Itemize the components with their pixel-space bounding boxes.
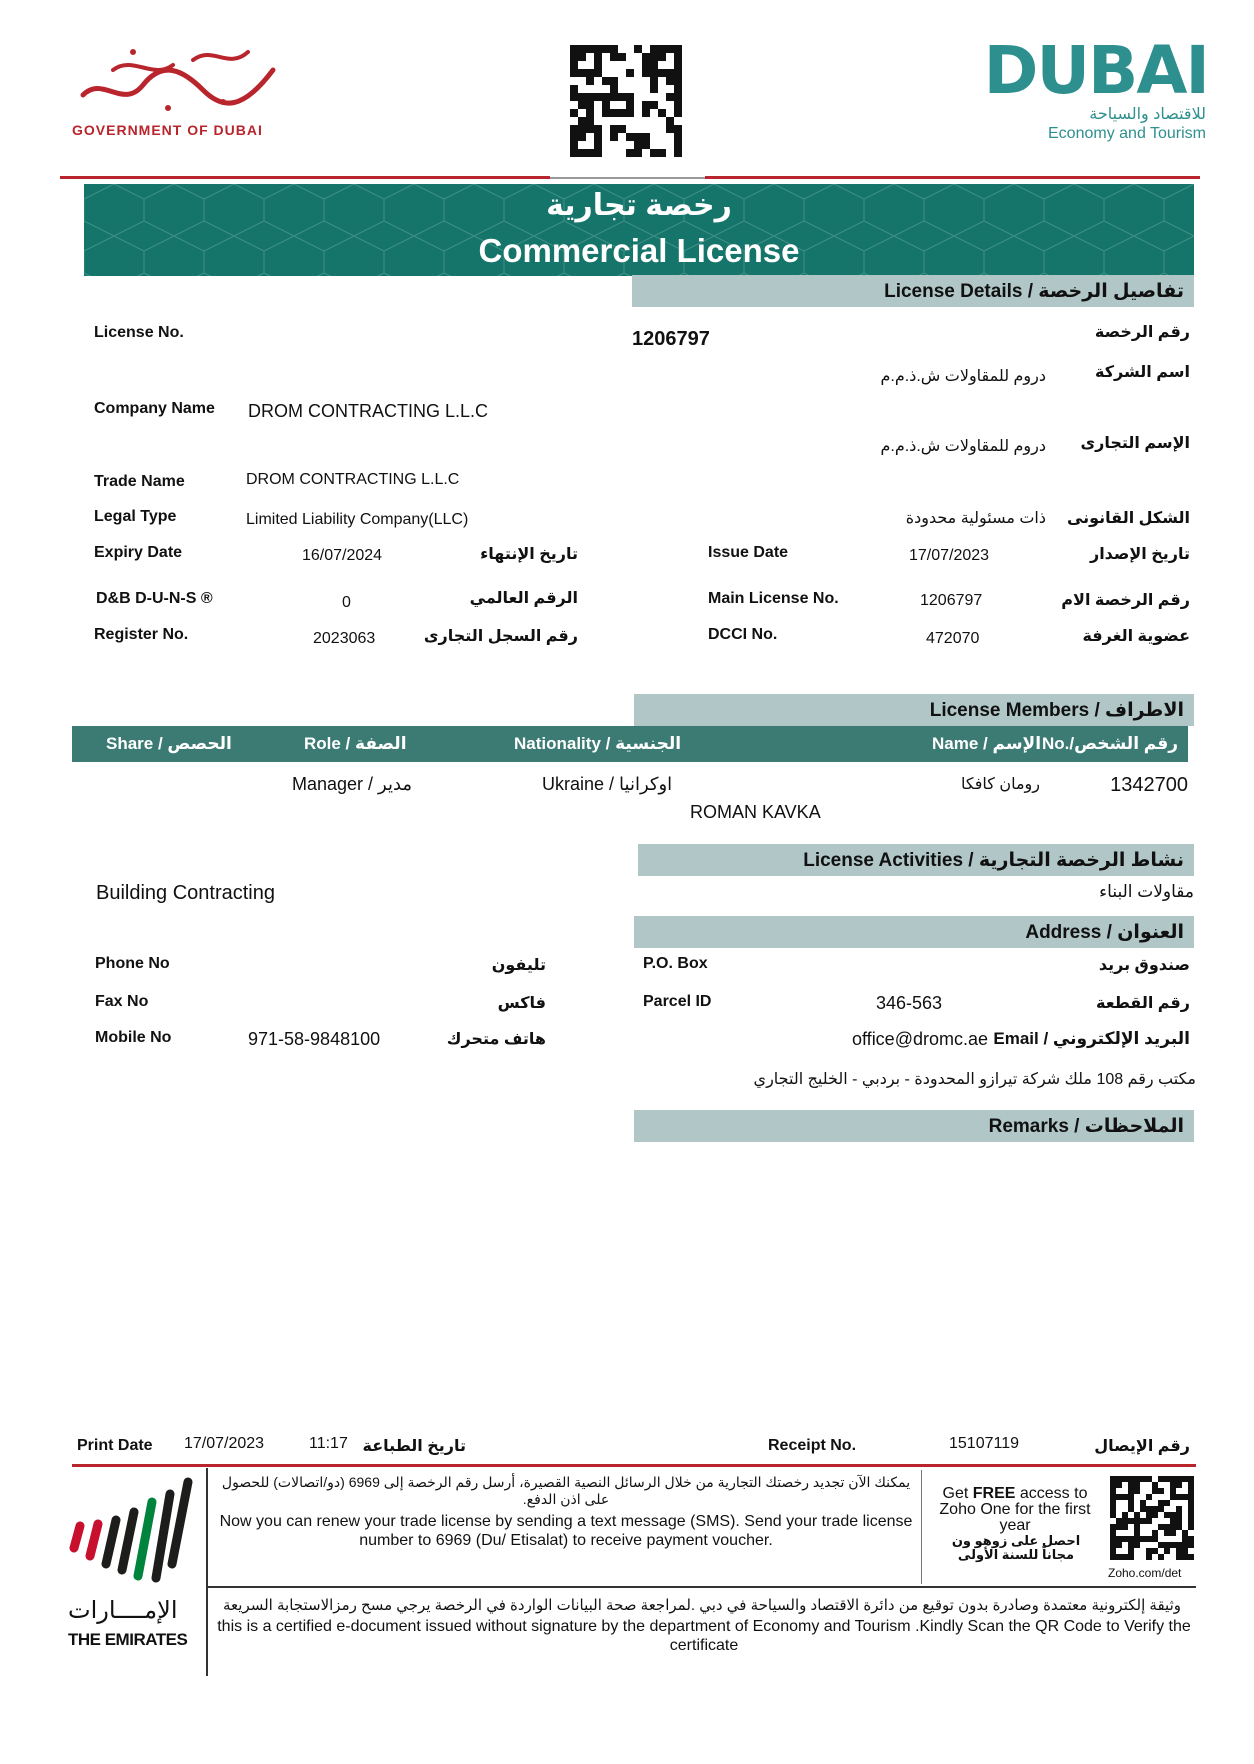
zoho-promo-ar: احصل على زوهو ون مجاناً للسنة الأولى xyxy=(951,1533,1081,1562)
parcel-id-label-ar: رقم القطعة xyxy=(1095,995,1190,1012)
company-name-label: Company Name xyxy=(94,400,215,417)
print-date-label-ar: تاريخ الطباعة xyxy=(362,1438,466,1455)
fax-label: Fax No xyxy=(95,993,149,1010)
license-details-title: License Details / تفاصيل الرخصة xyxy=(884,281,1184,302)
member-nationality: Ukraine / اوكرانيا xyxy=(542,774,673,794)
trade-name-value-ar: دروم للمقاولات ش.ذ.م.م xyxy=(880,438,1046,455)
legal-type-value-ar: ذات مسئولية محدودة xyxy=(905,510,1046,527)
activity-en: Building Contracting xyxy=(96,882,275,904)
duns-label-ar: الرقم العالمي xyxy=(469,590,578,607)
zoho-box-rule xyxy=(921,1470,922,1584)
renew-text-en: Now you can renew your trade license by sending a text message (SMS). Send your trade license number to 6969 (Du/ Etisalat) to receive payment voucher. xyxy=(219,1513,913,1549)
member-no: 1342700 xyxy=(1110,774,1188,796)
address-section-header xyxy=(634,916,1194,948)
dcci-no-label: DCCI No. xyxy=(708,626,778,643)
dcci-no-label-ar: عضوية الغرفة xyxy=(1082,628,1190,645)
top-qr-code-icon xyxy=(570,45,682,157)
mobile-label-ar: هاتف متحرك xyxy=(446,1031,546,1048)
license-members-title: License Members / الاطراف xyxy=(929,700,1184,721)
phone-label-ar: تليفون xyxy=(491,957,546,974)
license-no-value: 1206797 xyxy=(632,328,710,350)
company-name-label-ar: اسم الشركة xyxy=(1095,364,1190,381)
license-no-label-ar: رقم الرخصة xyxy=(1094,324,1190,341)
license-activities-section-header xyxy=(638,844,1194,876)
duns-value: 0 xyxy=(342,594,351,611)
main-license-label: Main License No. xyxy=(708,590,839,607)
dcci-no-value: 472070 xyxy=(926,630,980,647)
header-divider-center xyxy=(550,177,705,179)
expiry-date-label-ar: تاريخ الإنتهاء xyxy=(480,546,578,563)
po-box-label: P.O. Box xyxy=(643,955,708,972)
det-logo-text: DUBAI xyxy=(983,32,1208,109)
footer-top-rule xyxy=(72,1464,1196,1467)
members-table-header xyxy=(72,726,1188,762)
register-no-value: 2023063 xyxy=(313,630,376,647)
zoho-promo-pre: Get xyxy=(942,1485,973,1502)
parcel-id-value: 346-563 xyxy=(876,993,943,1013)
zoho-promo xyxy=(924,1486,1106,1534)
the-emirates-logo xyxy=(64,1474,199,1654)
print-time-value: 11:17 xyxy=(309,1435,348,1452)
activity-ar: مقاولات البناء xyxy=(1099,882,1194,901)
title-banner xyxy=(84,184,1194,276)
col-role: Role / الصفة xyxy=(304,734,407,753)
col-nationality: Nationality / الجنسية xyxy=(514,734,682,753)
po-box-label-ar: صندوق بريد xyxy=(1098,957,1190,974)
mobile-label: Mobile No xyxy=(95,1029,172,1046)
det-logo-arabic: للاقتصاد والسياحة xyxy=(1089,106,1206,123)
receipt-no-label-ar: رقم الإيصال xyxy=(1094,1438,1190,1455)
receipt-no-label: Receipt No. xyxy=(768,1437,857,1454)
issue-date-label-ar: تاريخ الإصدار xyxy=(1089,546,1190,563)
issue-date-value: 17/07/2023 xyxy=(909,547,990,564)
member-name-en: ROMAN KAVKA xyxy=(690,802,821,822)
print-date-label: Print Date xyxy=(77,1437,153,1454)
det-logo-english: Economy and Tourism xyxy=(1048,125,1206,142)
emirates-arabic: الإمــــارات xyxy=(68,1597,178,1624)
zoho-url[interactable]: Zoho.com/det xyxy=(1108,1566,1182,1580)
emirates-english: THE EMIRATES xyxy=(68,1630,188,1649)
license-details-section-header xyxy=(632,275,1194,307)
expiry-date-label: Expiry Date xyxy=(94,544,183,561)
remarks-title: Remarks / الملاحظات xyxy=(988,1116,1184,1137)
main-license-value: 1206797 xyxy=(920,592,983,609)
remarks-section-header xyxy=(634,1110,1194,1142)
expiry-date-value: 16/07/2024 xyxy=(302,547,383,564)
emirates-stripes-icon xyxy=(66,1476,196,1586)
renew-text-ar: يمكنك الآن تجديد رخصتك التجارية من خلال الرسائل النصية القصيرة، أرسل رقم الرخصة إلى 6969 (دو/اتصالات) للحصول على اذن الدفع. xyxy=(221,1474,911,1507)
company-name-value-ar: دروم للمقاولات ش.ذ.م.م xyxy=(880,368,1046,385)
gov-calligraphy-icon xyxy=(73,40,283,120)
government-of-dubai-logo xyxy=(68,40,288,145)
col-no: No./رقم الشخص xyxy=(1041,734,1178,753)
register-no-label-ar: رقم السجل التجارى xyxy=(423,628,578,645)
zoho-promo-free: FREE xyxy=(972,1485,1016,1502)
legal-type-label-ar: الشكل القانونى xyxy=(1066,510,1190,527)
legal-type-label: Legal Type xyxy=(94,508,177,525)
member-role: Manager / مدير xyxy=(292,774,413,794)
trade-name-label: Trade Name xyxy=(94,473,185,490)
address-title: Address / العنوان xyxy=(1025,922,1184,943)
banner-title-english: Commercial License xyxy=(478,232,800,269)
legal-type-value: Limited Liability Company(LLC) xyxy=(246,511,469,528)
header-divider-right xyxy=(705,176,1200,179)
fax-label-ar: فاكس xyxy=(497,995,546,1012)
col-name: Name / الإسم xyxy=(932,734,1042,753)
mobile-value: 971-58-9848100 xyxy=(248,1029,381,1049)
duns-label: D&B D-U-N-S ® xyxy=(96,590,213,607)
col-share: Share / الحصص xyxy=(106,734,232,753)
member-name-ar: رومان كافكا xyxy=(961,776,1040,793)
issue-date-label: Issue Date xyxy=(708,544,789,561)
header-divider xyxy=(60,176,550,179)
license-members-section-header xyxy=(634,694,1194,726)
footer-vertical-rule xyxy=(206,1468,208,1676)
register-no-label: Register No. xyxy=(94,626,189,643)
gov-logo-text: GOVERNMENT OF DUBAI xyxy=(72,122,263,138)
trade-name-value: DROM CONTRACTING L.L.C xyxy=(246,471,460,488)
email-label: Email / البريد الإلكتروني xyxy=(993,1029,1190,1048)
license-activities-title: License Activities / نشاط الرخصة التجارية xyxy=(803,850,1184,871)
receipt-no-value: 15107119 xyxy=(949,1435,1019,1452)
certified-text-en: this is a certified e-document issued without signature by the department of Economy and Tourism .Kindly Scan the QR Code to Verify the certificate xyxy=(217,1618,1191,1654)
company-name-value: DROM CONTRACTING L.L.C xyxy=(248,401,489,421)
email-value: office@dromc.ae xyxy=(852,1029,989,1049)
trade-name-label-ar: الإسم التجارى xyxy=(1080,435,1190,452)
zoho-promo-post: access to Zoho One for the first year xyxy=(939,1485,1091,1534)
banner-title-arabic: رخصة تجارية xyxy=(546,189,732,222)
license-no-label: License No. xyxy=(94,324,184,341)
address-line-ar: مكتب رقم 108 ملك شركة تيرازو المحدودة - بردبي - الخليج التجاري xyxy=(753,1071,1196,1088)
parcel-id-label: Parcel ID xyxy=(643,993,712,1010)
main-license-label-ar: رقم الرخصة الام xyxy=(1061,592,1190,609)
zoho-qr-code-icon[interactable] xyxy=(1110,1476,1194,1560)
print-date-value: 17/07/2023 xyxy=(184,1435,265,1452)
footer-mid-rule xyxy=(208,1586,1196,1588)
phone-label: Phone No xyxy=(95,955,170,972)
dubai-economy-tourism-logo xyxy=(983,32,1210,146)
certified-text-ar: وثيقة إلكترونية معتمدة وصادرة بدون توقيع من دائرة الاقتصاد والسياحة في دبي .لمراجعة صحة البيانات الواردة في الرخصة يرجي مسح رمزالاستجابة السريعة xyxy=(223,1597,1181,1614)
